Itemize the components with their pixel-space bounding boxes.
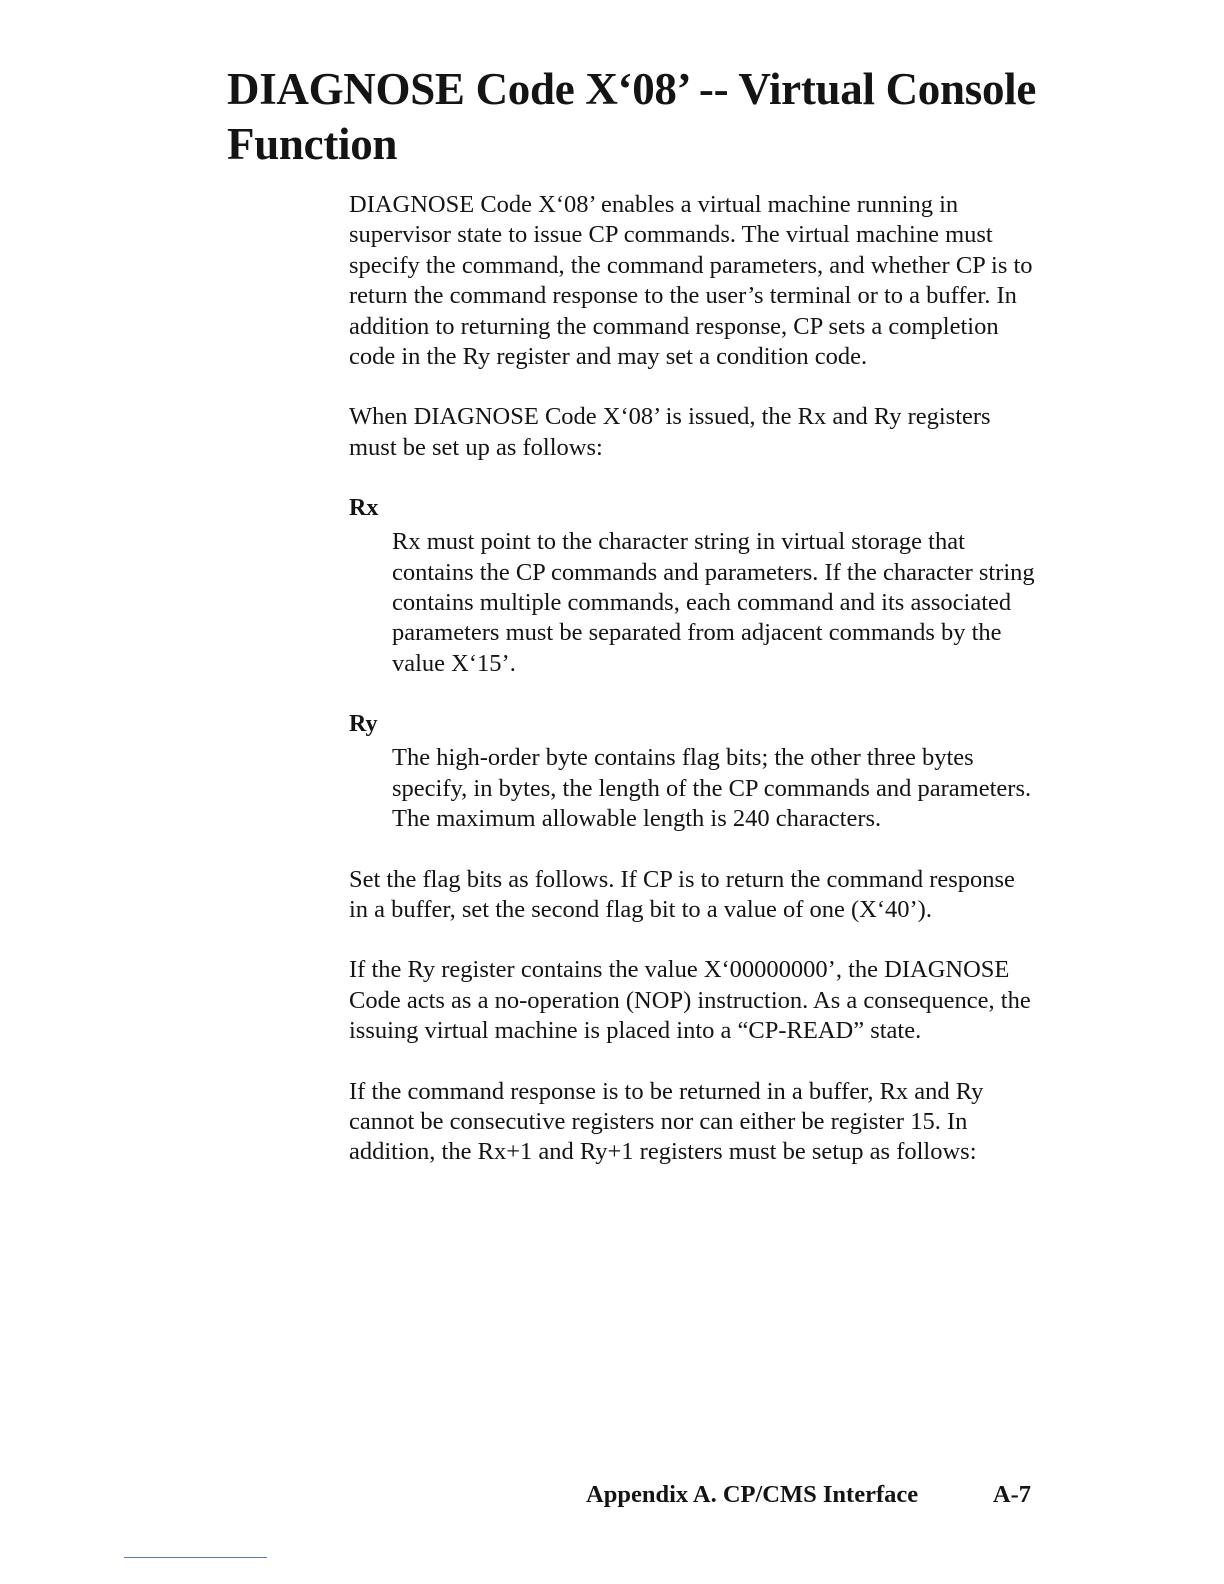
definition-description: Rx must point to the character string in virtual storage that contains the CP commands and parameters. If the character string contains multiple commands, each command and its associated parameters must be separated from adjacent commands by the value X‘15’. bbox=[392, 528, 1035, 677]
intro-paragraph: DIAGNOSE Code X‘08’ enables a virtual machine running in supervisor state to issue CP commands. The virtual machine must specify the command, the command parameters, and whether CP is to return the command response to the user’s terminal or to a buffer. In addition to returning the command response, CP sets a completion code in the Ry register and may set a condition code. bbox=[349, 191, 1033, 371]
bottom-rule bbox=[124, 1557, 267, 1558]
definition-ry bbox=[349, 709, 1039, 834]
register-setup-paragraph: When DIAGNOSE Code X‘08’ is issued, the Rx and Ry registers must be set up as follows: bbox=[349, 403, 991, 461]
definition-description: The high-order byte contains flag bits; the other three bytes specify, in bytes, the length of the CP commands and parameters. The maximum allowable length is 240 characters. bbox=[392, 744, 1032, 833]
body-text bbox=[349, 190, 1039, 1168]
buffer-paragraph: If the command response is to be returned in a buffer, Rx and Ry cannot be consecutive registers nor can either be register 15. In addition, the Rx+1 and Ry+1 registers must be setup as follows: bbox=[349, 1077, 984, 1166]
flag-bits-paragraph: Set the flag bits as follows. If CP is to return the command response in a buffer, set the second flag bit to a value of one (X‘40’). bbox=[349, 865, 1015, 923]
definition-term: Ry bbox=[349, 711, 378, 738]
definition-term: Rx bbox=[349, 495, 379, 522]
page-footer bbox=[586, 1480, 1031, 1510]
footer-section-title: Appendix A. CP/CMS Interface bbox=[586, 1481, 919, 1508]
page-title: DIAGNOSE Code X‘08’ -- Virtual Console Function bbox=[227, 64, 1037, 169]
nop-paragraph: If the Ry register contains the value X‘00000000’, the DIAGNOSE Code acts as a no-operation (NOP) instruction. As a consequence, the issuing virtual machine is placed into a “CP-READ” state. bbox=[349, 956, 1031, 1045]
definition-rx bbox=[349, 493, 1039, 679]
page-number: A-7 bbox=[992, 1481, 1031, 1508]
